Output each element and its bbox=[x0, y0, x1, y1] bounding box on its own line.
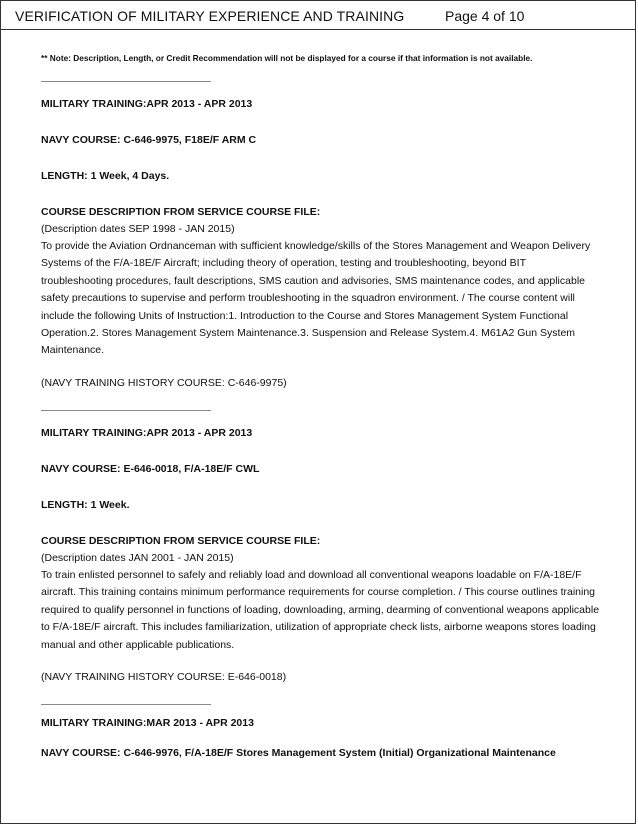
military-training-dates: MILITARY TRAINING:MAR 2013 - APR 2013 bbox=[41, 717, 254, 729]
course-title: NAVY COURSE: E-646-0018, F/A-18E/F CWL bbox=[41, 463, 260, 475]
section-divider bbox=[41, 81, 211, 82]
military-training-dates: MILITARY TRAINING:APR 2013 - APR 2013 bbox=[41, 427, 253, 439]
description-dates: (Description dates SEP 1998 - JAN 2015) bbox=[41, 223, 235, 235]
section-divider bbox=[41, 704, 211, 705]
training-history-course: (NAVY TRAINING HISTORY COURSE: E-646-0018) bbox=[41, 671, 287, 683]
training-history-course: (NAVY TRAINING HISTORY COURSE: C-646-9975) bbox=[41, 377, 287, 389]
course-length: LENGTH: 1 Week. bbox=[41, 499, 130, 511]
course-title: NAVY COURSE: C-646-9976, F/A-18E/F Stores Management System (Initial) Organizational Maintenance bbox=[41, 747, 556, 759]
course-title: NAVY COURSE: C-646-9975, F18E/F ARM C bbox=[41, 134, 257, 146]
description-line: Systems of the F/A-18E/F Aircraft; including theory of operation, testing and troubleshooting, beyond BIT bbox=[41, 257, 527, 270]
description-line: safety precautions to supervise and perform troubleshooting in the squadron environment. / The course content will bbox=[41, 292, 575, 305]
description-line: to F/A-18E/F aircraft. This includes familiarization, utilization of appropriate check lists, airborne weapons stores loading bbox=[41, 621, 596, 634]
course-length: LENGTH: 1 Week, 4 Days. bbox=[41, 170, 170, 182]
page-header bbox=[1, 1, 635, 30]
availability-note: ** Note: Description, Length, or Credit Recommendation will not be displayed for a course if that information is not available. bbox=[41, 53, 533, 63]
description-line: troubleshooting procedures, fault descriptions, SMS caution and advisories, SMS maintenance codes, and applicable bbox=[41, 274, 585, 287]
description-line: include the following Units of Instruction:1. Introduction to the Course and Stores Management System Functional bbox=[41, 309, 569, 322]
description-line: manual and other applicable publications. bbox=[41, 638, 235, 651]
description-line: To train enlisted personnel to safely and reliably load and download all conventional weapons loadable on F/A-18E/F bbox=[41, 569, 582, 581]
description-line: To provide the Aviation Ordnanceman with sufficient knowledge/skills of the Stores Management and Weapon Delivery bbox=[41, 240, 591, 252]
course-description bbox=[41, 567, 601, 654]
course-description-heading: COURSE DESCRIPTION FROM SERVICE COURSE FILE: bbox=[41, 206, 321, 218]
description-line: required to qualify personnel in functions of loading, downloading, arming, dearming of conventional weapons applicable bbox=[41, 603, 600, 616]
description-line: Operation.2. Stores Management System Maintenance.3. Suspension and Release System.4. M61A2 Gun System bbox=[41, 327, 576, 340]
description-line: aircraft. This training contains minimum performance requirements for course completion. / This course outlines training bbox=[41, 586, 596, 599]
document-title: VERIFICATION OF MILITARY EXPERIENCE AND TRAINING bbox=[15, 8, 405, 24]
section-divider bbox=[41, 410, 211, 411]
course-description-heading: COURSE DESCRIPTION FROM SERVICE COURSE FILE: bbox=[41, 535, 321, 547]
page-number: Page 4 of 10 bbox=[445, 8, 525, 24]
military-training-dates: MILITARY TRAINING:APR 2013 - APR 2013 bbox=[41, 98, 253, 110]
description-dates: (Description dates JAN 2001 - JAN 2015) bbox=[41, 552, 234, 564]
description-line: Maintenance. bbox=[41, 344, 105, 357]
course-description bbox=[41, 238, 601, 360]
